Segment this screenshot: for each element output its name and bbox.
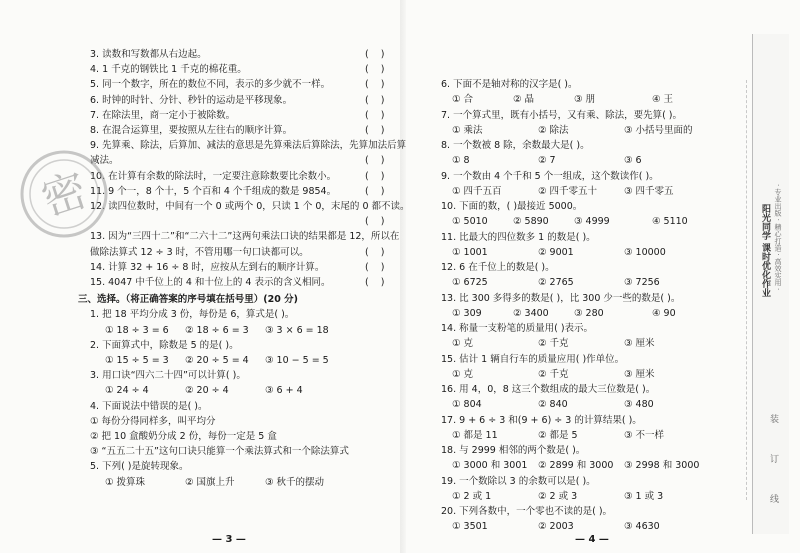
choice-option[interactable]: ① 5010 bbox=[452, 216, 488, 228]
choice-option[interactable]: ① 克 bbox=[452, 368, 474, 380]
choice-option[interactable]: ② 千克 bbox=[538, 368, 569, 380]
judge-question: 13. 因为“三四十二”和“二六十二”这两句乘法口诀的结果都是 12，所以在 bbox=[90, 231, 400, 243]
choice-option[interactable]: ③ 朋 bbox=[574, 94, 596, 106]
binding-divider bbox=[746, 80, 747, 500]
choice-question: 1. 把 18 平均分成 3 份，每份是 6，算式是( )。 bbox=[90, 309, 295, 321]
choice-question: 6. 下面不是轴对称的汉字是( )。 bbox=[441, 79, 578, 90]
choice-option[interactable]: ② 千克 bbox=[538, 338, 569, 350]
choice-question: 9. 一个数由 4 个千和 5 个一组成，这个数读作( )。 bbox=[441, 170, 659, 182]
judge-question: 减法。 bbox=[90, 155, 119, 167]
choice-option[interactable]: ③ 1 或 3 bbox=[624, 490, 664, 502]
choice-option[interactable]: ① 合 bbox=[452, 94, 474, 106]
choice-option[interactable]: ② 晶 bbox=[513, 94, 535, 106]
choice-question: 14. 称量一支粉笔的质量用( )表示。 bbox=[441, 323, 594, 334]
answer-blank[interactable]: ( ) bbox=[365, 79, 385, 91]
judge-question: 4. 1 千克的钢铁比 1 千克的棉花重。 bbox=[90, 64, 247, 76]
choice-option[interactable]: ② 18 ÷ 6 = 3 bbox=[185, 324, 249, 336]
answer-blank[interactable]: ( ) bbox=[365, 277, 385, 288]
choice-option[interactable]: ② 20 ÷ 4 bbox=[185, 385, 229, 397]
choice-option[interactable]: ② 7 bbox=[538, 155, 556, 167]
answer-blank[interactable]: ( ) bbox=[365, 170, 385, 182]
choice-option[interactable]: ① 24 ÷ 4 bbox=[105, 385, 149, 397]
choice-option[interactable]: ③ 4999 bbox=[574, 216, 610, 228]
judge-question: 15. 4047 中千位上的 4 和十位上的 4 表示的含义相同。 bbox=[90, 277, 331, 288]
section-title: 三、选择。（将正确答案的序号填在括号里）(20 分) bbox=[78, 294, 298, 306]
svg-text:密: 密 bbox=[35, 164, 94, 227]
choice-option[interactable]: ① 2 或 1 bbox=[452, 490, 492, 502]
choice-option[interactable]: ③ 小括号里面的 bbox=[624, 124, 693, 136]
answer-blank[interactable]: ( ) bbox=[365, 261, 385, 273]
answer-blank[interactable]: ( ) bbox=[365, 49, 385, 60]
choice-option[interactable]: ① 15 ÷ 5 = 3 bbox=[105, 355, 169, 366]
judge-question: 12. 读四位数时，中间有一个 0 或两个 0，只读 1 个 0，末尾的 0 都不读。 bbox=[90, 201, 410, 212]
choice-option[interactable]: ① 309 bbox=[452, 307, 482, 319]
choice-option[interactable]: ① 3000 和 3001 bbox=[452, 460, 528, 472]
choice-option[interactable]: ④ 90 bbox=[652, 307, 676, 319]
choice-option[interactable]: ③ 280 bbox=[574, 307, 604, 319]
choice-option[interactable]: ① 6725 bbox=[452, 277, 488, 289]
choice-option[interactable]: ② 20 ÷ 5 = 4 bbox=[185, 355, 249, 366]
judge-question: 9. 先算乘、除法，后算加、减法的意思是先算乘法后算除法，先算加法后算 bbox=[90, 140, 407, 152]
choice-question: 19. 一个数除以 3 的余数可以是( )。 bbox=[441, 475, 596, 487]
judge-question: 8. 在混合运算里，要按照从左往右的顺序计算。 bbox=[90, 125, 293, 136]
choice-question: 18. 与 2999 相邻的两个数是( )。 bbox=[441, 445, 586, 456]
judge-question: 14. 计算 32 + 16 ÷ 8 时，应按从左到右的顺序计算。 bbox=[90, 261, 325, 273]
choice-question: 11. 比最大的四位数多 1 的数是( )。 bbox=[441, 231, 596, 243]
choice-option[interactable]: ① 克 bbox=[452, 338, 474, 350]
choice-option[interactable]: ③ 厘米 bbox=[624, 338, 655, 350]
binding-mark: 装 bbox=[768, 414, 778, 423]
judge-question: 7. 在除法里，商一定小于被除数。 bbox=[90, 109, 236, 121]
choice-option[interactable]: ③ 7256 bbox=[624, 277, 660, 289]
choice-option[interactable]: ① 乘法 bbox=[452, 124, 483, 136]
choice-option[interactable]: ② 除法 bbox=[538, 124, 569, 136]
choice-question: 7. 一个算式里，既有小括号，又有乘、除法，要先算( )。 bbox=[441, 109, 683, 121]
choice-option[interactable]: ③ 480 bbox=[624, 399, 654, 411]
choice-option[interactable]: ② 5890 bbox=[513, 216, 549, 228]
choice-question: 15. 估计 1 辆自行车的质量应用( )作单位。 bbox=[441, 353, 625, 365]
choice-option[interactable]: ① 8 bbox=[452, 155, 470, 167]
choice-option[interactable]: ② 2003 bbox=[538, 521, 574, 533]
choice-option[interactable]: ② 2765 bbox=[538, 277, 574, 289]
choice-option[interactable]: ③ 6 bbox=[624, 155, 642, 167]
page-fold bbox=[400, 0, 406, 553]
choice-question: 10. 下面的数，( )最接近 5000。 bbox=[441, 201, 583, 212]
choice-option[interactable]: ② 2899 和 3000 bbox=[538, 460, 614, 472]
seal-stamp-icon bbox=[18, 148, 110, 240]
judge-question: 10. 在计算有余数的除法时，一定要注意除数要比余数小。 bbox=[90, 170, 337, 182]
choice-option[interactable]: ③ 不一样 bbox=[624, 429, 665, 441]
choice-question: 5. 下列( )是旋转现象。 bbox=[90, 461, 189, 473]
choice-option[interactable]: ② 都是 5 bbox=[538, 429, 578, 441]
choice-option[interactable]: ① 拨算珠 bbox=[105, 476, 146, 488]
choice-option[interactable]: ① 3501 bbox=[452, 521, 488, 533]
choice-option[interactable]: ③ 3 × 6 = 18 bbox=[265, 324, 329, 336]
judge-question: 做除法算式 12 ÷ 3 时，不管用哪一句口诀都可以。 bbox=[90, 246, 309, 258]
choice-question: 12. 6 在千位上的数是( )。 bbox=[441, 262, 555, 273]
choice-option[interactable]: ① 都是 11 bbox=[452, 429, 498, 441]
page-number-right: — 4 — bbox=[575, 534, 609, 545]
answer-blank[interactable]: ( ) bbox=[365, 109, 385, 121]
answer-blank[interactable]: ( ) bbox=[365, 94, 385, 106]
choice-question: 4. 下面说法中错误的是( )。 bbox=[90, 400, 208, 412]
choice-option[interactable]: ② 3400 bbox=[513, 307, 549, 319]
choice-option[interactable]: ④ 王 bbox=[652, 94, 674, 106]
judge-question: 11. 9 个一，8 个十，5 个百和 4 个千组成的数是 9854。 bbox=[90, 185, 337, 197]
answer-blank[interactable]: ( ) bbox=[365, 125, 385, 136]
answer-blank[interactable]: ( ) bbox=[365, 246, 385, 258]
choice-option[interactable]: ① 804 bbox=[452, 399, 482, 411]
choice-option[interactable]: ③ 秋千的摆动 bbox=[265, 476, 325, 488]
choice-question: 3. 用口诀“四六二十四”可以计算( )。 bbox=[90, 370, 246, 382]
binding-strip bbox=[752, 34, 789, 534]
judge-question: 6. 时钟的时针、分针、秒针的运动是平移现象。 bbox=[90, 94, 293, 106]
choice-option[interactable]: ③ 4630 bbox=[624, 521, 660, 533]
choice-question: 8. 一个数被 8 除，余数最大是( )。 bbox=[441, 140, 590, 151]
choice-option[interactable]: ① 1001 bbox=[452, 246, 488, 258]
judge-question: 3. 读数和写数都从右边起。 bbox=[90, 49, 207, 60]
choice-option[interactable]: ② 9001 bbox=[538, 246, 574, 258]
choice-question: ③ “五五二十五”这句口诀只能算一个乘法算式和一个除法算式 bbox=[90, 446, 349, 458]
choice-question: 20. 下列各数中，一个零也不读的是( )。 bbox=[441, 506, 613, 517]
choice-option[interactable]: ③ 6 + 4 bbox=[265, 385, 303, 397]
choice-option[interactable]: ① 18 ÷ 3 = 6 bbox=[105, 324, 169, 336]
answer-blank[interactable]: ( ) bbox=[365, 185, 385, 197]
choice-option[interactable]: ① 四千五百 bbox=[452, 185, 502, 197]
answer-blank[interactable]: ( ) bbox=[365, 64, 385, 76]
choice-option[interactable]: ② 2 或 3 bbox=[538, 490, 578, 502]
brand-text: 阳光同学 课时优化作业 bbox=[760, 204, 770, 298]
choice-option[interactable]: ③ 四千零五 bbox=[624, 185, 674, 197]
answer-blank[interactable]: ( ) bbox=[365, 155, 385, 167]
answer-blank[interactable]: ( ) bbox=[365, 216, 385, 228]
judge-question: 5. 同一个数字，所在的数位不同，表示的多少就不一样。 bbox=[90, 79, 331, 91]
choice-question: ① 每份分得同样多，叫平均分 bbox=[90, 415, 216, 427]
binding-mark: 线 bbox=[768, 494, 778, 503]
choice-option[interactable]: ③ 厘米 bbox=[624, 368, 655, 380]
choice-option[interactable]: ② 国旗上升 bbox=[185, 476, 235, 488]
choice-option[interactable]: ③ 10 − 5 = 5 bbox=[265, 355, 329, 366]
choice-question: 13. 比 300 多得多的数是( )，比 300 少一些的数是( )。 bbox=[441, 292, 681, 304]
choice-question: 2. 下面算式中，除数是 5 的是( )。 bbox=[90, 339, 239, 351]
choice-question: ② 把 10 盒酸奶分成 2 份，每份一定是 5 盒 bbox=[90, 431, 277, 442]
choice-option[interactable]: ② 840 bbox=[538, 399, 568, 411]
choice-option[interactable]: ④ 5110 bbox=[652, 216, 688, 228]
choice-question: 17. 9 + 6 ÷ 3 和(9 + 6) ÷ 3 的计算结果( )。 bbox=[441, 414, 642, 426]
choice-option[interactable]: ② 四千零五十 bbox=[538, 185, 598, 197]
binding-mark: 订 bbox=[768, 454, 778, 463]
choice-option[interactable]: ③ 2998 和 3000 bbox=[624, 460, 700, 472]
page-number-left: — 3 — bbox=[212, 534, 246, 545]
choice-option[interactable]: ③ 10000 bbox=[624, 246, 666, 258]
tagline-text: · 专业出版 · 精心打造 · 高效实用 · bbox=[774, 184, 782, 291]
choice-question: 16. 用 4，0，8 这三个数组成的最大三位数是( )。 bbox=[441, 384, 656, 395]
